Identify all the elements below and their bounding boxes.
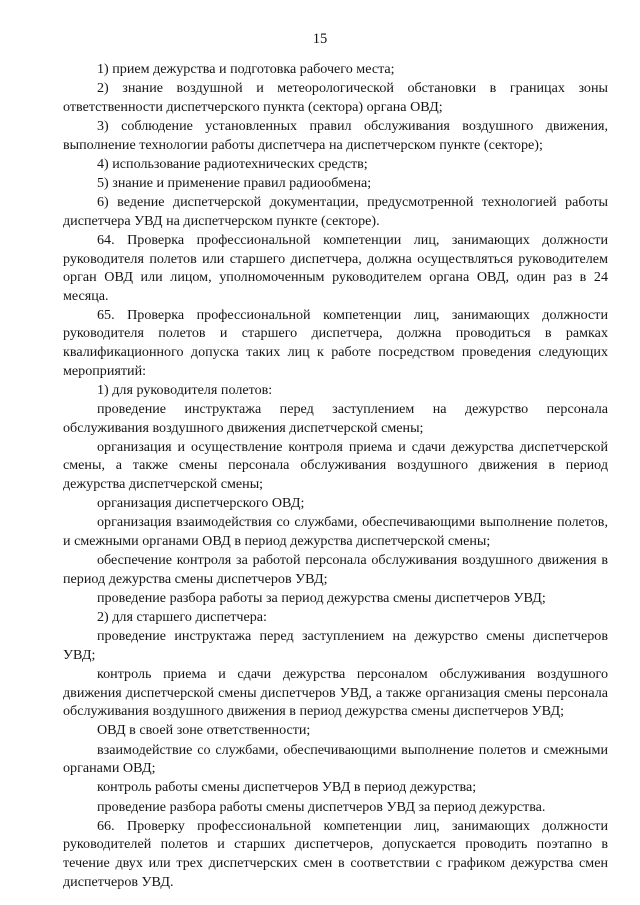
paragraph-65-sub-1-item: проведение инструктажа перед заступлением на дежурство персонала обслуживания воздушного движения диспетчерской смены; [63, 401, 608, 436]
paragraph-65-sub-2-item: ОВД в своей зоне ответственности; [97, 722, 311, 739]
paragraph-65-sub-1-item: организация диспетчерского ОВД; [97, 495, 305, 512]
paragraph-item-6: 6) ведение диспетчерской документации, предусмотренной технологией работы диспетчера УВД на диспетчерском пункте (секторе). [63, 194, 608, 229]
paragraph-65: 65. Проверка профессиональной компетенции лиц, занимающих должности руководителя полетов и старшего диспетчера, должна проводиться в рамках квалификационного допуска таких лиц к работе посредством проведения следующих мероприятий: [63, 306, 608, 379]
paragraph-65-sub-1-heading: 1) для руководителя полетов: [97, 381, 273, 398]
paragraph-65-sub-1-item: проведение разбора работы за период дежурства смены диспетчеров УВД; [97, 589, 546, 606]
paragraph-item-2: 2) знание воздушной и метеорологической обстановки в границах зоны ответственности диспетчерского пункта (сектора) органа ОВД; [63, 80, 608, 115]
paragraph-65-sub-1-item: организация взаимодействия со службами, обеспечивающими выполнение полетов, и смежными органами ОВД в период дежурства диспетчерской смены; [63, 514, 608, 549]
paragraph-65-sub-1-item: организация и осуществление контроля приема и сдачи дежурства диспетчерской смены, а также смены персонала обслуживания воздушного движения в период дежурства диспетчерской смены; [63, 438, 608, 492]
page-number: 15 [312, 31, 328, 47]
paragraph-item-5: 5) знание и применение правил радиообмена; [97, 174, 372, 191]
paragraph-65-sub-2-item: проведение инструктажа перед заступлением на дежурство смены диспетчеров УВД; [63, 628, 608, 663]
paragraph-item-3: 3) соблюдение установленных правил обслуживания воздушного движения, выполнение технологии работы диспетчера на диспетчерском пункте (секторе); [63, 117, 608, 153]
paragraph-65-sub-2-item: контроль приема и сдачи дежурства персоналом обслуживания воздушного движения диспетчерской смены диспетчеров УВД, а также организация смены персонала обслуживания воздушного движения в период дежурства смены диспетчеров УВД; [63, 666, 608, 720]
paragraph-65-sub-2-heading: 2) для старшего диспетчера: [97, 609, 267, 626]
paragraph-item-4: 4) использование радиотехнических средств; [97, 155, 368, 172]
paragraph-65-sub-2-item: проведение разбора работы смены диспетчеров УВД за период дежурства. [97, 798, 546, 815]
paragraph-65-sub-1-item: обеспечение контроля за работой персонала обслуживания воздушного движения в период дежурства смены диспетчеров УВД; [63, 552, 608, 587]
paragraph-item-1: 1) прием дежурства и подготовка рабочего места; [97, 61, 395, 77]
paragraph-65-sub-2-item: контроль работы смены диспетчеров УВД в период дежурства; [97, 779, 477, 796]
document-body [63, 60, 608, 892]
paragraph-66: 66. Проверку профессиональной компетенции лиц, занимающих должности руководителей полетов и старших диспетчеров, допускается проводить поэтапно в течение двух или трех диспетчерских смен в соответствии с графиком дежурства смен диспетчеров УВД. [63, 817, 608, 890]
paragraph-64: 64. Проверка профессиональной компетенции лиц, занимающих должности руководителя полетов или старшего диспетчера, должна осуществляться руководителем орган ОВД или лицом, уполномоченным руководителем органа ОВД, один раз в 24 месяца. [63, 231, 608, 304]
paragraph-65-sub-2-item: взаимодействие со службами, обеспечивающими выполнение полетов и смежными органами ОВД; [63, 741, 608, 777]
